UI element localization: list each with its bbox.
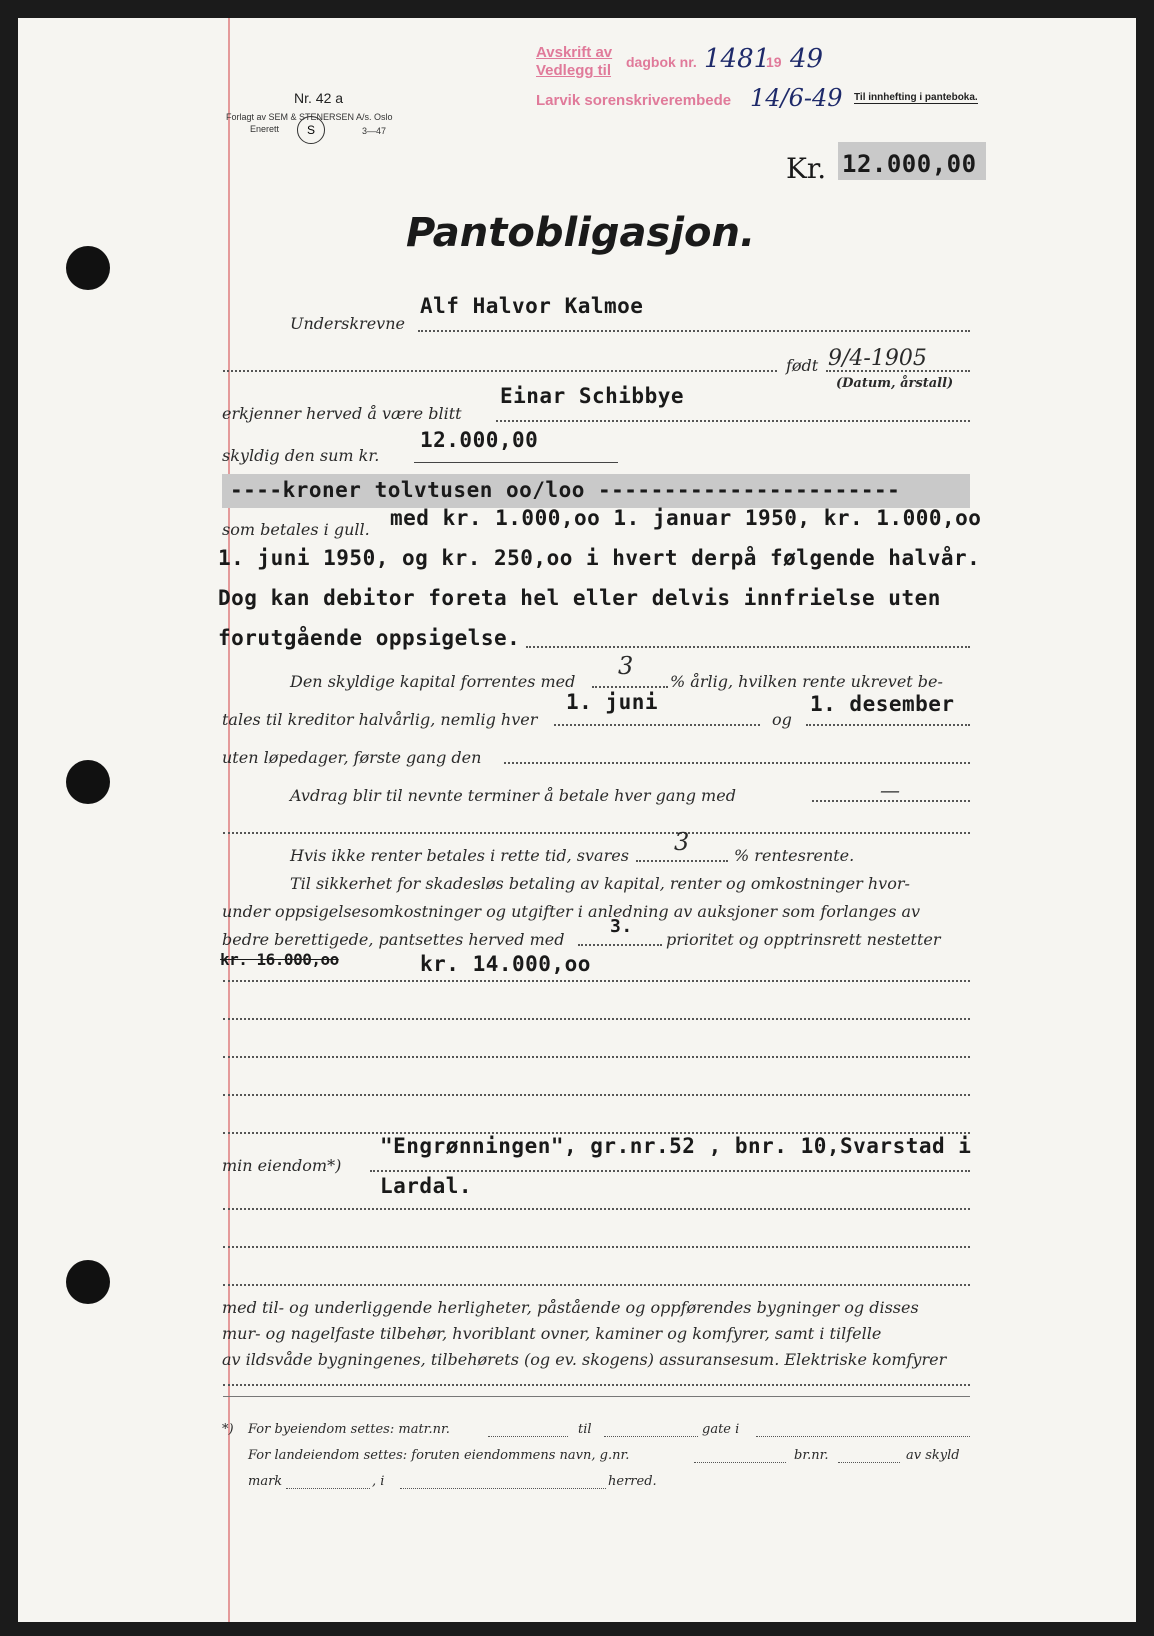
dotted-line — [756, 1436, 970, 1437]
security-line-3b: prioritet og opptrinsrett nestetter — [666, 930, 941, 949]
dotted-line — [400, 1488, 606, 1489]
footnote-separator — [223, 1396, 970, 1397]
clause-line-2: mur- og nagelfaste tilbehør, hvoriblant ovner, kaminer og komfyrer, samt i tilfelle — [222, 1324, 882, 1343]
term-1: 1. juni — [566, 690, 659, 714]
dotted-line — [223, 1094, 970, 1096]
priority-value: 3. — [610, 916, 633, 937]
security-line-1: Til sikkerhet for skadesløs betaling av kapital, renter og omkostninger hvor- — [290, 874, 910, 893]
fodt-value: 9/4-1905 — [828, 346, 927, 371]
dotted-line — [223, 1284, 970, 1286]
penalty-label-b: % rentesrente. — [734, 846, 855, 865]
sum-label: skyldig den sum kr. — [222, 446, 380, 465]
footnote-by-label: For byeiendom settes: matr.nr. — [248, 1422, 450, 1437]
footnote-land-label: For landeiendom settes: foruten eiendommens navn, g.nr. — [248, 1448, 630, 1463]
clause-line-1: med til- og underliggende herligheter, påstående og oppførendes bygninger og disses — [222, 1298, 919, 1317]
stamp-vedlegg: Vedlegg til — [536, 62, 612, 79]
payment-line-4: forutgående oppsigelse. — [218, 626, 521, 650]
dotted-line — [526, 646, 970, 648]
dotted-line — [554, 724, 760, 726]
creditor-value: Einar Schibbye — [500, 384, 685, 408]
amount-currency: Kr. — [786, 152, 827, 185]
payment-line-1: med kr. 1.000,oo 1. januar 1950, kr. 1.000,oo — [390, 506, 982, 530]
footnote-by-gate: gate i — [702, 1422, 740, 1437]
dotted-line — [418, 330, 970, 332]
dotted-line — [812, 800, 970, 802]
underskrevne-label: Underskrevne — [290, 314, 405, 333]
stamp-dagbok-number: 1481 — [704, 44, 771, 74]
avdrag-value: — — [880, 778, 900, 802]
stamp-note: Til innhefting i panteboka. — [854, 92, 978, 103]
dotted-line — [223, 1384, 970, 1386]
dotted-line — [223, 370, 777, 372]
footnote-mark-label: mark — [248, 1474, 283, 1489]
footnote-herred: herred. — [608, 1474, 657, 1489]
stamp-avskrift: Avskrift av — [536, 44, 613, 61]
dotted-line — [223, 980, 970, 982]
dotted-line — [370, 1170, 970, 1172]
dotted-line — [694, 1462, 786, 1463]
stamp-date: 14/6-49 — [750, 84, 843, 112]
sum-value: 12.000,00 — [420, 428, 539, 452]
dotted-line — [286, 1488, 370, 1489]
publisher-logo-icon: S — [297, 116, 325, 144]
dotted-line — [636, 860, 728, 862]
dotted-line — [223, 1246, 970, 1248]
publisher-enerett: Enerett — [250, 124, 280, 134]
security-line-3: bedre berettigede, pantsettes herved med — [222, 930, 565, 949]
dotted-line — [592, 686, 668, 688]
dotted-line — [496, 420, 970, 422]
property-line-1: "Engrønningen", gr.nr.52 , bnr. 10,Svarstad i — [380, 1134, 972, 1158]
stamp-office: Larvik sorenskriverembede — [536, 92, 732, 109]
payment-line-2: 1. juni 1950, og kr. 250,oo i hvert derpå følgende halvår. — [218, 546, 981, 570]
dotted-line — [604, 1436, 698, 1437]
terms-label: tales til kreditor halvårlig, nemlig hver — [222, 710, 538, 729]
stamp-dagbok-label: dagbok nr. — [626, 54, 697, 70]
form-number: Nr. 42 a — [294, 90, 344, 106]
avdrag-label: Avdrag blir til nevnte terminer å betale hver gang med — [290, 786, 736, 805]
property-label: min eiendom*) — [222, 1156, 342, 1175]
dotted-line — [838, 1462, 900, 1463]
dotted-line — [223, 1208, 970, 1210]
footnote-by-til: til — [578, 1422, 592, 1437]
dotted-line — [504, 762, 970, 764]
dotted-line — [826, 370, 970, 372]
stamp-year-prefix: 19 — [766, 54, 782, 70]
dotted-line — [488, 1436, 568, 1437]
creditor-label: erkjenner herved å være blitt — [222, 404, 462, 423]
footnote-mark-i: , i — [372, 1474, 385, 1489]
prior-amount: kr. 14.000,oo — [420, 952, 591, 976]
terms-og: og — [772, 710, 792, 729]
sum-underline — [414, 462, 618, 463]
penalty-rate: 3 — [674, 828, 690, 856]
footnote-land-br: br.nr. — [794, 1448, 829, 1463]
security-line-2: under oppsigelsesomkostninger og utgifter i anledning av auksjoner som forlanges av — [222, 902, 921, 921]
fodt-hint: (Datum, årstall) — [836, 376, 954, 391]
fodt-label: født — [786, 356, 819, 375]
gold-label: som betales i gull. — [222, 520, 370, 539]
underskrevne-value: Alf Halvor Kalmoe — [420, 294, 644, 318]
stamp-year: 49 — [790, 44, 824, 74]
payment-line-3: Dog kan debitor foreta hel eller delvis innfrielse uten — [218, 586, 941, 610]
dotted-line — [806, 724, 970, 726]
dotted-line — [578, 944, 662, 946]
interest-rate: 3 — [618, 652, 634, 680]
amount-value: 12.000,00 — [842, 150, 977, 178]
interest-label-b: % årlig, hvilken rente ukrevet be- — [670, 672, 943, 691]
document-page — [18, 18, 1136, 1622]
dotted-line — [223, 1018, 970, 1020]
punch-hole — [66, 1260, 110, 1304]
punch-hole — [66, 760, 110, 804]
footnote-land-skyld: av skyld — [906, 1448, 960, 1463]
margin-line — [228, 18, 230, 1622]
publisher-line: Forlagt av SEM & STENERSEN A/s. Oslo — [226, 112, 393, 122]
struck-amount: kr. 16.000,oo — [220, 950, 339, 969]
penalty-label: Hvis ikke renter betales i rette tid, svares — [290, 846, 629, 865]
clause-line-3: av ildsvåde bygningenes, tilbehørets (og ev. skogens) assuransesum. Elektriske komfyrer — [222, 1350, 947, 1369]
punch-hole — [66, 246, 110, 290]
first-payment-label: uten løpedager, første gang den — [222, 748, 482, 767]
term-2: 1. desember — [810, 692, 955, 716]
sum-words: ----kroner tolvtusen oo/loo ----------------------- — [230, 478, 901, 502]
dotted-line — [223, 832, 970, 834]
publisher-date: 3—47 — [362, 126, 387, 136]
dotted-line — [223, 1056, 970, 1058]
footnote-star: *) — [222, 1422, 234, 1437]
document-title: Pantobligasjon. — [406, 210, 756, 256]
property-line-2: Lardal. — [380, 1174, 473, 1198]
interest-label: Den skyldige kapital forrentes med — [290, 672, 576, 691]
